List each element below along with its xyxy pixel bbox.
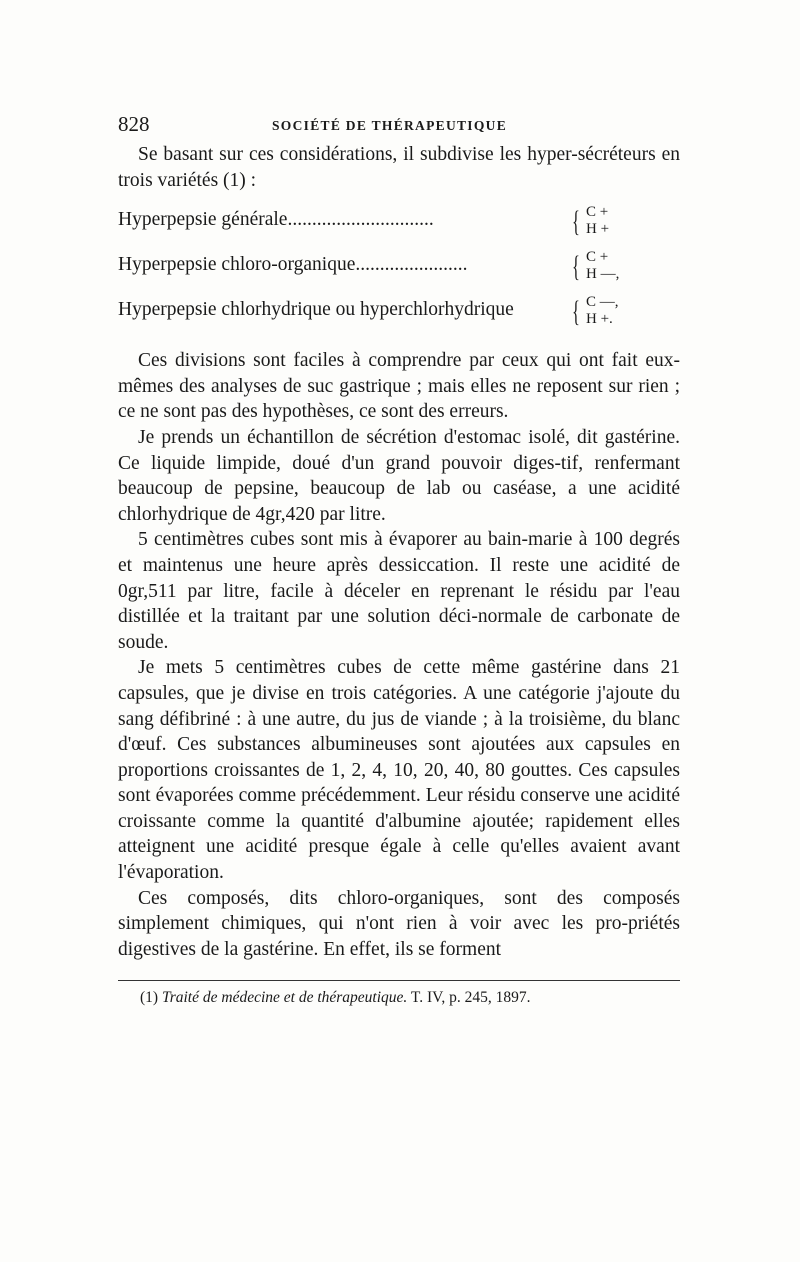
varieties-list — [118, 201, 680, 336]
brace-icon: { — [572, 205, 580, 239]
body-paragraph: Ces composés, dits chloro-organiques, sont des composés simplement chimiques, qui n'ont rien à voir avec les pro-priétés digestives de la gastérine. En effet, ils se forment — [118, 887, 680, 960]
footnote-number: (1) — [140, 989, 159, 1007]
variety-label: Hyperpepsie générale.............................. — [118, 209, 434, 231]
formula-line-h: H —, — [586, 266, 620, 283]
running-head: SOCIÉTÉ DE THÉRAPEUTIQUE — [272, 118, 508, 133]
brace-icon: { — [572, 250, 580, 284]
footnote-divider — [118, 980, 680, 981]
formula-line-c: C + — [586, 204, 609, 221]
body-paragraph: 5 centimètres cubes sont mis à évaporer au bain-marie à 100 degrés et maintenus une heure après dessiccation. Il reste une acidité de 0gr,511 par litre, facile à déceler en reprenant le résidu par l'eau distillée et la traitant par une solution déci-normale de carbonate de soude. — [118, 529, 680, 653]
formula-line-c: C + — [586, 249, 609, 266]
footnote-reference: T. IV, p. 245, 1897. — [410, 989, 531, 1007]
page-number: 828 — [118, 112, 150, 136]
variety-item — [118, 291, 680, 336]
page — [118, 112, 680, 1007]
variety-formula — [586, 294, 619, 328]
intro-paragraph: Se basant sur ces considérations, il subdivise les hyper-sécréteurs en trois variétés (1) : — [118, 144, 680, 191]
formula-line-c: C —, — [586, 294, 619, 311]
variety-label: Hyperpepsie chlorhydrique ou hyperchlorhydrique — [118, 299, 514, 321]
body-paragraph: Je mets 5 centimètres cubes de cette même gastérine dans 21 capsules, que je divise en trois catégories. A une catégorie j'ajoute du sang défibriné : à une autre, du jus de viande ; à la troisième, du blanc d'œuf. Ces substances albumineuses sont ajoutées aux capsules en proportions croissantes de 1, 2, 4, 10, 20, 40, 80 gouttes. Ces capsules sont évaporées comme précédemment. Leur résidu conserve une acidité croissante comme la quantité d'albumine ajoutée; rapidement elles atteignent une acidité presque égale à celle qu'elles avaient avant l'évaporation. — [118, 657, 680, 884]
body-paragraph: Ces divisions sont faciles à comprendre par ceux qui ont fait eux-mêmes des analyses de suc gastrique ; mais elles ne reposent sur rien ; ce ne sont pas des hypothèses, ce sont des erreurs. — [118, 350, 680, 423]
variety-label: Hyperpepsie chloro-organique....................... — [118, 254, 468, 276]
variety-formula — [586, 249, 619, 283]
variety-item — [118, 246, 680, 291]
variety-formula — [586, 204, 609, 238]
formula-line-h: H +. — [586, 311, 613, 328]
footnote — [140, 989, 680, 1007]
brace-icon: { — [572, 295, 580, 329]
variety-item — [118, 201, 680, 246]
footnote-title: Traité de médecine et de thérapeutique. — [161, 989, 408, 1007]
body-paragraph: Je prends un échantillon de sécrétion d'estomac isolé, dit gastérine. Ce liquide limpide, doué d'un grand pouvoir diges-tif, renfermant beaucoup de pepsine, beaucoup de lab ou caséase, a une acidité chlorhydrique de 4gr,420 par litre. — [118, 426, 680, 525]
page-header — [118, 112, 680, 142]
formula-line-h: H + — [586, 221, 610, 238]
